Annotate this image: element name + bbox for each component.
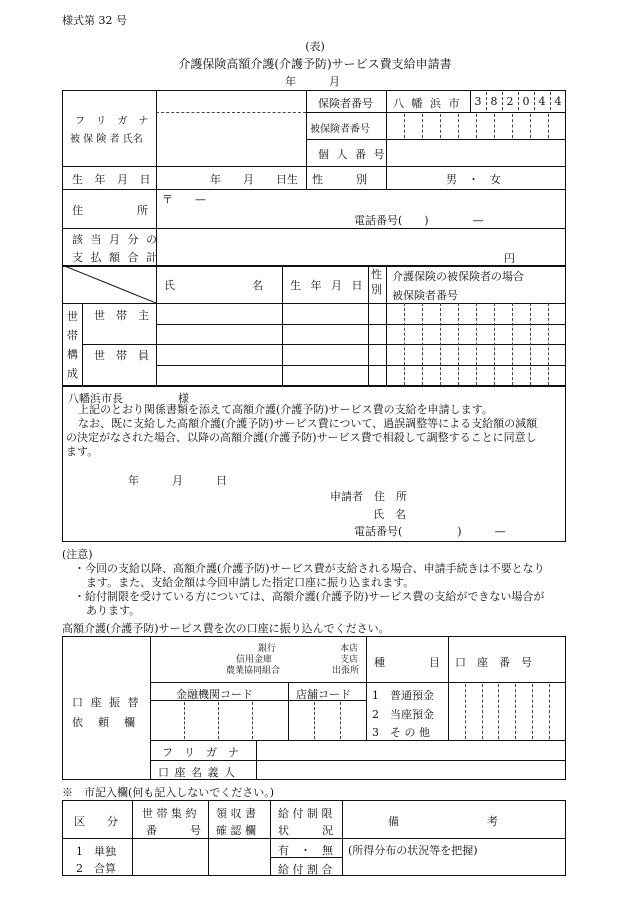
institution-code-divider [184,702,185,739]
insurer-number-label: 保険者番号 [318,97,373,110]
col-insured-1: 介護保険の被保険者の場合 [392,270,524,283]
digit-divider [534,92,535,110]
household-cell-divider [440,303,441,385]
household-member-label: 世 帯 員 [94,349,149,362]
institution-code-divider [218,702,219,739]
declaration-to: 八幡浜市長 様 [68,392,189,405]
office-col-category: 区 分 [74,815,118,828]
office-col-receipt-1: 領 収 書 [216,807,256,820]
postal-code[interactable]: 〒 — [162,193,206,206]
sex-label: 性 別 [312,173,367,186]
office-row-combined: 2 合算 [76,862,116,875]
household-cell-divider [494,303,495,385]
account-number-divider [532,684,533,739]
form-number: 様式第 32 号 [62,14,127,27]
office-col-remarks: 備 考 [388,815,498,828]
household-cell-divider [548,303,549,385]
branch-code-label: 店舗コード [296,688,351,701]
applicant-name[interactable]: 氏 名 [373,508,406,521]
transfer-instruction: 高額介護(介護予防)サービス費を次の口座に振り込んでください。 [62,622,390,635]
declaration-line-2: なお、既に支給した高額介護(介護予防)サービス費について、過誤調整等による支給額の減額 [78,417,538,430]
household-cell-divider [512,303,513,385]
number-cell-divider [458,114,459,138]
branch-type-3: 出張所 [332,666,360,676]
household-diagonal [62,265,156,303]
declaration-date[interactable]: 年 月 日 [128,474,227,487]
household-cell-divider [404,303,405,385]
insurer-digit: 8 [490,95,498,108]
branch-type-2: 支店 [340,655,359,665]
sex-value[interactable]: 男 ・ 女 [446,173,501,186]
note-1a: ・今回の支給以降、高額介護(介護予防)サービス費が支給される場合、申請手続きは不要となり [74,562,545,575]
number-cell-divider [476,114,477,138]
bank-type-1: 銀行 [258,644,277,654]
address-label: 住 所 [72,204,150,217]
number-cell-divider [512,114,513,138]
form-title: 介護保険高額介護(介護予防)サービス費支給申請書 [178,57,452,71]
yen-unit: 円 [504,252,515,265]
household-side-2: 帯 [67,329,78,342]
account-number-divider [465,684,466,739]
kind-current[interactable]: 2 当座預金 [372,708,434,721]
kind-other[interactable]: 3 そ の 他 [372,726,430,739]
account-number-divider [482,684,483,739]
col-sex: 性別 [371,268,382,296]
insurer-digit: 3 [474,95,482,108]
insurer-digit: 0 [522,95,530,108]
office-col-restriction-2: 状 況 [278,824,333,837]
birth-value: 年 月 日生 [210,173,298,186]
account-furigana-label: フ リ ガ ナ [162,746,239,759]
number-cell-divider [440,114,441,138]
note-2b: あります。 [86,604,141,617]
birth-label: 生 年 月 日 [72,173,155,186]
household-cell-divider [422,303,423,385]
notes-heading: (注意) [62,548,93,561]
number-cell-divider [422,114,423,138]
note-1b: ます。また、支給金額は今回申請した指定口座に振り込まれます。 [86,576,415,589]
digit-divider [518,92,519,110]
insurer-digit: 4 [538,95,546,108]
digit-divider [486,92,487,110]
account-kind-label: 種 目 [374,656,440,669]
insurer-digit: 4 [554,95,562,108]
year-month: 年 月 [285,75,340,88]
office-col-household-1: 世 帯 集 約 [142,807,197,820]
side-label: (表) [305,40,325,53]
branch-code-divider [314,702,315,739]
insurer-name: 八 幡 浜 市 [393,97,462,110]
col-birth: 生 年 月 日 [290,279,366,292]
personal-number-label: 個 人 番 号 [318,148,387,161]
household-cell-divider [476,303,477,385]
institution-code-divider [252,702,253,739]
declaration-line-3: の決定がなされた場合、以降の高額介護(介護予防)サービス費で相殺して調整することに同意し [66,431,537,444]
applicant-address[interactable]: 申請者 住 所 [330,490,407,503]
office-yes-no: 有 ・ 無 [278,844,333,857]
payment-total-label-1: 該 当 月 分 の [72,233,159,246]
office-col-receipt-2: 確 認 欄 [216,824,256,837]
digit-divider [502,92,503,110]
declaration-line-1: 上記のとおり関係書類を添えて高額介護(介護予防)サービス費の支給を申請します。 [78,403,493,416]
bank-side-label-2: 依 頼 欄 [72,716,137,729]
furigana-label: フ リ ガ ナ [75,116,153,127]
account-holder-label: 口 座 名 義 人 [158,766,236,779]
account-number-divider [515,684,516,739]
payment-total-label-2: 支 払 額 合 計 [72,251,159,264]
office-row-single: 1 単独 [76,845,116,858]
col-name: 氏 名 [164,279,263,292]
household-head-label: 世 帯 主 [94,309,149,322]
number-cell-divider [404,114,405,138]
household-cell-divider [530,303,531,385]
col-insured-2: 被保険者番号 [392,289,458,302]
branch-code-divider [340,702,341,739]
applicant-phone[interactable]: 電話番号( ) — [354,525,506,538]
account-number-label: 口 座 番 号 [455,656,532,669]
bank-type-2: 信用金庫 [236,655,273,665]
insured-number-label: 被保険者番号 [310,124,370,135]
account-number-divider [498,684,499,739]
bank-side-label-1: 口 座 振 替 [72,696,141,709]
household-cell-divider [458,303,459,385]
household-side-4: 成 [67,367,78,380]
insurer-digit: 2 [506,95,514,108]
number-cell-divider [530,114,531,138]
number-cell-divider [548,114,549,138]
office-col-household-2: 番 号 [146,824,201,837]
number-cell-divider [494,114,495,138]
office-use-heading: ※ 市記入欄(何も記入しないでください。) [62,786,275,799]
household-side-3: 構 [67,348,78,361]
declaration-line-4: ます。 [66,445,99,458]
office-col-restriction-1: 給 付 制 限 [278,807,333,820]
bank-type-3: 農業協同組合 [226,666,281,676]
institution-code-label: 金融機関コード [176,688,253,701]
digit-divider [550,92,551,110]
office-remarks: (所得分布の状況等を把握) [348,844,478,857]
account-number-divider [549,684,550,739]
branch-type-1: 本店 [340,644,359,654]
note-2a: ・給付制限を受けている方については、高額介護(介護予防)サービス費の支給ができない場合が [74,590,545,603]
kind-ordinary[interactable]: 1 普通預金 [372,689,434,702]
household-side-1: 世 [67,310,78,323]
address-phone[interactable]: 電話番号( ) — [354,214,484,227]
insured-name-label: 被 保 険 者 氏名 [70,134,143,145]
office-benefit-ratio: 給 付 割 合 [278,863,333,876]
